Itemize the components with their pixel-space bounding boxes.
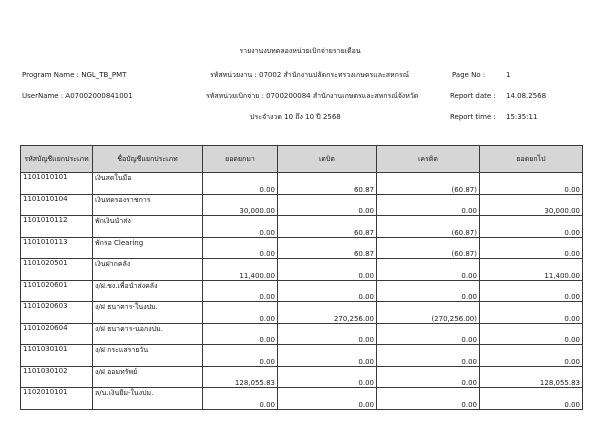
account-name-cell: ง/ฝ ธนาคาร-นอกงปม. (93, 323, 203, 345)
header-debit: เดบิต (278, 146, 377, 173)
closing-balance-cell: 0.00 (480, 216, 583, 238)
account-code-cell: 1101010104 (21, 194, 93, 216)
account-name-cell: เงินสดในมือ (93, 173, 203, 195)
account-name-cell: ง/ฝ ออมทรัพย์ (93, 366, 203, 388)
account-code-cell: 1101010113 (21, 237, 93, 259)
opening-balance-cell: 0.00 (203, 216, 278, 238)
header-account-code: รหัสบัญชีแยกประเภท (21, 146, 93, 173)
account-name-cell: พักรอ Clearing (93, 237, 203, 259)
account-code-cell: 1101020601 (21, 280, 93, 302)
debit-cell: 0.00 (278, 194, 377, 216)
table-row (21, 237, 583, 259)
username: UserName : A07002000841001 (22, 92, 133, 100)
credit-cell: 0.00 (377, 345, 480, 367)
account-name-cell: ง/ฝ กระแสรายวัน (93, 345, 203, 367)
debit-cell: 0.00 (278, 323, 377, 345)
closing-balance-cell: 0.00 (480, 280, 583, 302)
closing-balance-cell: 0.00 (480, 237, 583, 259)
program-name: Program Name : NGL_TB_PMT (22, 71, 127, 79)
account-code-cell: 1101010101 (21, 173, 93, 195)
opening-balance-cell: 30,000.00 (203, 194, 278, 216)
account-name-cell: ง/ฝ ธนาคาร-ในงปม. (93, 302, 203, 324)
debit-cell: 60.87 (278, 237, 377, 259)
table-header-row (21, 146, 583, 173)
closing-balance-cell: 128,055.83 (480, 366, 583, 388)
account-code-cell: 1101020603 (21, 302, 93, 324)
report-time-value: 15:35:11 (506, 113, 538, 121)
account-name-cell: ง/ฝ.ชง.เพื่อนำส่งคลัง (93, 280, 203, 302)
account-name-cell: ล/น.เงินยืม-ในงปม. (93, 388, 203, 410)
debit-cell: 60.87 (278, 173, 377, 195)
debit-cell: 60.87 (278, 216, 377, 238)
credit-cell: (60.87) (377, 216, 480, 238)
opening-balance-cell: 0.00 (203, 237, 278, 259)
account-code-cell: 1101020501 (21, 259, 93, 281)
opening-balance-cell: 0.00 (203, 388, 278, 410)
disbursing-unit-line: รหัสหน่วยเบิกจ่าย : 0700200084 สำนักงานเกษตรและสหกรณ์จังหวัด (206, 92, 419, 100)
table-row (21, 280, 583, 302)
table-row (21, 366, 583, 388)
credit-cell: 0.00 (377, 366, 480, 388)
closing-balance-cell: 0.00 (480, 302, 583, 324)
debit-cell: 0.00 (278, 366, 377, 388)
table-row (21, 259, 583, 281)
page-no-label: Page No : (452, 71, 486, 79)
closing-balance-cell: 0.00 (480, 345, 583, 367)
opening-balance-cell: 0.00 (203, 302, 278, 324)
agency-code-line: รหัสหน่วยงาน : 07002 สำนักงานปลัดกระทรวงเกษตรและสหกรณ์ (210, 71, 410, 79)
credit-cell: 0.00 (377, 259, 480, 281)
closing-balance-cell: 11,400.00 (480, 259, 583, 281)
table-row (21, 323, 583, 345)
closing-balance-cell: 0.00 (480, 323, 583, 345)
opening-balance-cell: 0.00 (203, 345, 278, 367)
table-row (21, 216, 583, 238)
account-code-cell: 1101030101 (21, 345, 93, 367)
header-credit: เครดิต (377, 146, 480, 173)
table-row (21, 302, 583, 324)
account-name-cell: พักเงินนำส่ง (93, 216, 203, 238)
account-name-cell: เงินฝากคลัง (93, 259, 203, 281)
account-code-cell: 1101020604 (21, 323, 93, 345)
opening-balance-cell: 0.00 (203, 323, 278, 345)
period-line: ประจำงวด 10 ถึง 10 ปี 2568 (250, 113, 341, 121)
closing-balance-cell: 0.00 (480, 388, 583, 410)
opening-balance-cell: 11,400.00 (203, 259, 278, 281)
account-code-cell: 1102010101 (21, 388, 93, 410)
credit-cell: 0.00 (377, 388, 480, 410)
header-closing-balance: ยอดยกไป (480, 146, 583, 173)
table-row (21, 345, 583, 367)
debit-cell: 0.00 (278, 388, 377, 410)
table-row (21, 388, 583, 410)
opening-balance-cell: 128,055.83 (203, 366, 278, 388)
header-opening-balance: ยอดยกมา (203, 146, 278, 173)
account-code-cell: 1101030102 (21, 366, 93, 388)
credit-cell: (60.87) (377, 173, 480, 195)
account-code-cell: 1101010112 (21, 216, 93, 238)
table-row (21, 173, 583, 195)
table-row (21, 194, 583, 216)
debit-cell: 0.00 (278, 280, 377, 302)
report-date-value: 14.08.2568 (506, 92, 547, 100)
report-title: รายงานงบทดลองหน่วยเบิกจ่ายรายเดือน (239, 47, 361, 55)
opening-balance-cell: 0.00 (203, 173, 278, 195)
page-no-value: 1 (506, 71, 511, 79)
debit-cell: 270,256.00 (278, 302, 377, 324)
opening-balance-cell: 0.00 (203, 280, 278, 302)
header-account-name: ชื่อบัญชีแยกประเภท (93, 146, 203, 173)
credit-cell: (270,256.00) (377, 302, 480, 324)
closing-balance-cell: 0.00 (480, 173, 583, 195)
credit-cell: (60.87) (377, 237, 480, 259)
closing-balance-cell: 30,000.00 (480, 194, 583, 216)
account-name-cell: เงินทดรองราชการ (93, 194, 203, 216)
debit-cell: 0.00 (278, 345, 377, 367)
report-date-label: Report date : (450, 92, 496, 100)
credit-cell: 0.00 (377, 194, 480, 216)
debit-cell: 0.00 (278, 259, 377, 281)
report-time-label: Report time : (450, 113, 496, 121)
trial-balance-table (20, 145, 583, 410)
credit-cell: 0.00 (377, 323, 480, 345)
credit-cell: 0.00 (377, 280, 480, 302)
